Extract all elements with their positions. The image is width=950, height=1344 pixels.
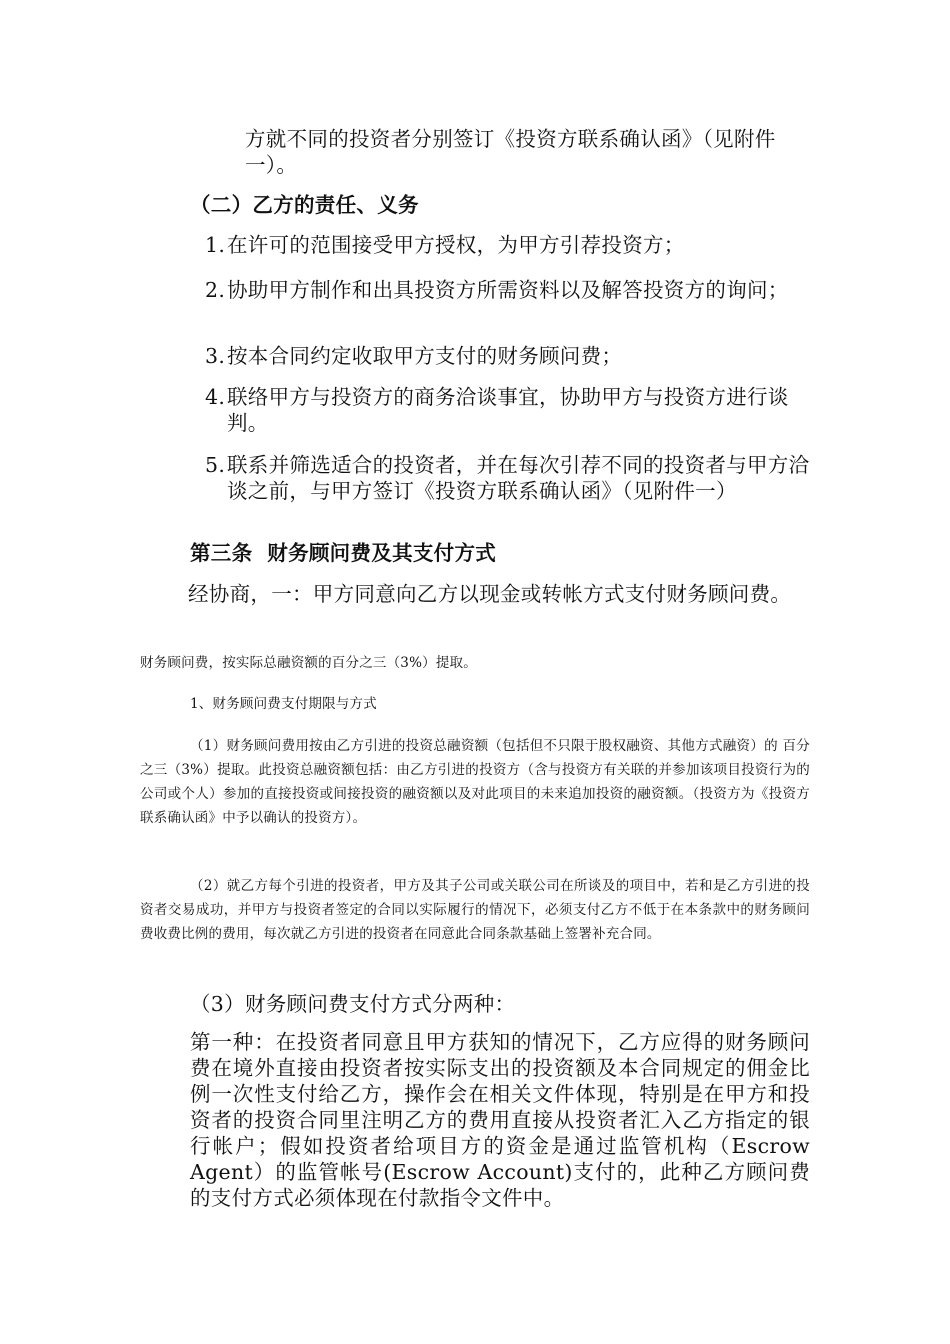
list-item xyxy=(205,232,810,258)
intro-paragraph: 方就不同的投资者分别签订《投资方联系确认函》（见附件一）。 xyxy=(245,127,776,177)
section-heading-party-b: （二）乙方的责任、义务 xyxy=(190,193,419,217)
list-item-number: 2. xyxy=(205,278,226,302)
list-item-text: 协助甲方制作和出具投资方所需资料以及解答投资方的询问； xyxy=(227,278,789,302)
fee-clause-3: （3）财务顾问费支付方式分两种： xyxy=(190,992,516,1016)
consultation-paragraph: 经协商，一：甲方同意向乙方以现金或转帐方式支付财务顾问费。 xyxy=(188,582,792,606)
article-three-heading: 第三条 财务顾问费及其支付方式 xyxy=(190,541,497,565)
list-item-number: 3. xyxy=(205,344,226,368)
list-item xyxy=(205,452,810,504)
list-item-text: 按本合同约定收取甲方支付的财务顾问费； xyxy=(227,344,623,368)
list-item-text: 联络甲方与投资方的商务洽谈事宜，协助甲方与投资方进行谈判。 xyxy=(227,385,789,435)
list-item xyxy=(205,277,810,303)
fee-rate-paragraph: 财务顾问费，按实际总融资额的百分之三（3%）提取。 xyxy=(140,655,477,671)
fee-term-title: 1、财务顾问费支付期限与方式 xyxy=(190,696,377,712)
list-item-number: 5. xyxy=(205,453,226,477)
list-item-text: 联系并筛选适合的投资者，并在每次引荐不同的投资者与甲方洽谈之前，与甲方签订《投资方联系确认函》（见附件一） xyxy=(227,453,810,503)
list-item xyxy=(205,343,810,369)
list-item-number: 1. xyxy=(205,233,226,257)
fee-clause-2: （2）就乙方每个引进的投资者，甲方及其子公司或关联公司在所谈及的项目中，若和是乙方引进的投资者交易成功，并甲方与投资者签定的合同以实际履行的情况下，必须支付乙方不低于在本条款中的财务顾问费收费比例的费用，每次就乙方引进的投资者在同意此合同条款基础上签署补充合同。 xyxy=(140,878,810,942)
list-item-number: 4. xyxy=(205,385,226,409)
list-item-text: 在许可的范围接受甲方授权，为甲方引荐投资方； xyxy=(227,233,685,257)
fee-clause-1: （1）财务顾问费用按由乙方引进的投资总融资额（包括但不只限于股权融资、其他方式融资）的 百分之三（3%）提取。此投资总融资额包括：由乙方引进的投资方（含与投资方有关联的并参加该项目投资行为的公司或个人）参加的直接投资或间接投资的融资额以及对此项目的未来追加投资的融资额。（投资方为《投资方联系确认函》中予以确认的投资方）。 xyxy=(140,738,810,826)
list-item xyxy=(205,384,810,436)
payment-method-one: 第一种：在投资者同意且甲方获知的情况下，乙方应得的财务顾问费在境外直接由投资者按实际支出的投资额及本合同规定的佣金比例一次性支付给乙方，操作会在相关文件体现，特别是在甲方和投资者的投资合同里注明乙方的费用直接从投资者汇入乙方指定的银行帐户；假如投资者给项目方的资金是通过监管机构（Escrow Agent）的监管帐号(Escrow Account)支付的，此种乙方顾问费的支付方式必须体现在付款指令文件中。 xyxy=(190,1030,810,1210)
